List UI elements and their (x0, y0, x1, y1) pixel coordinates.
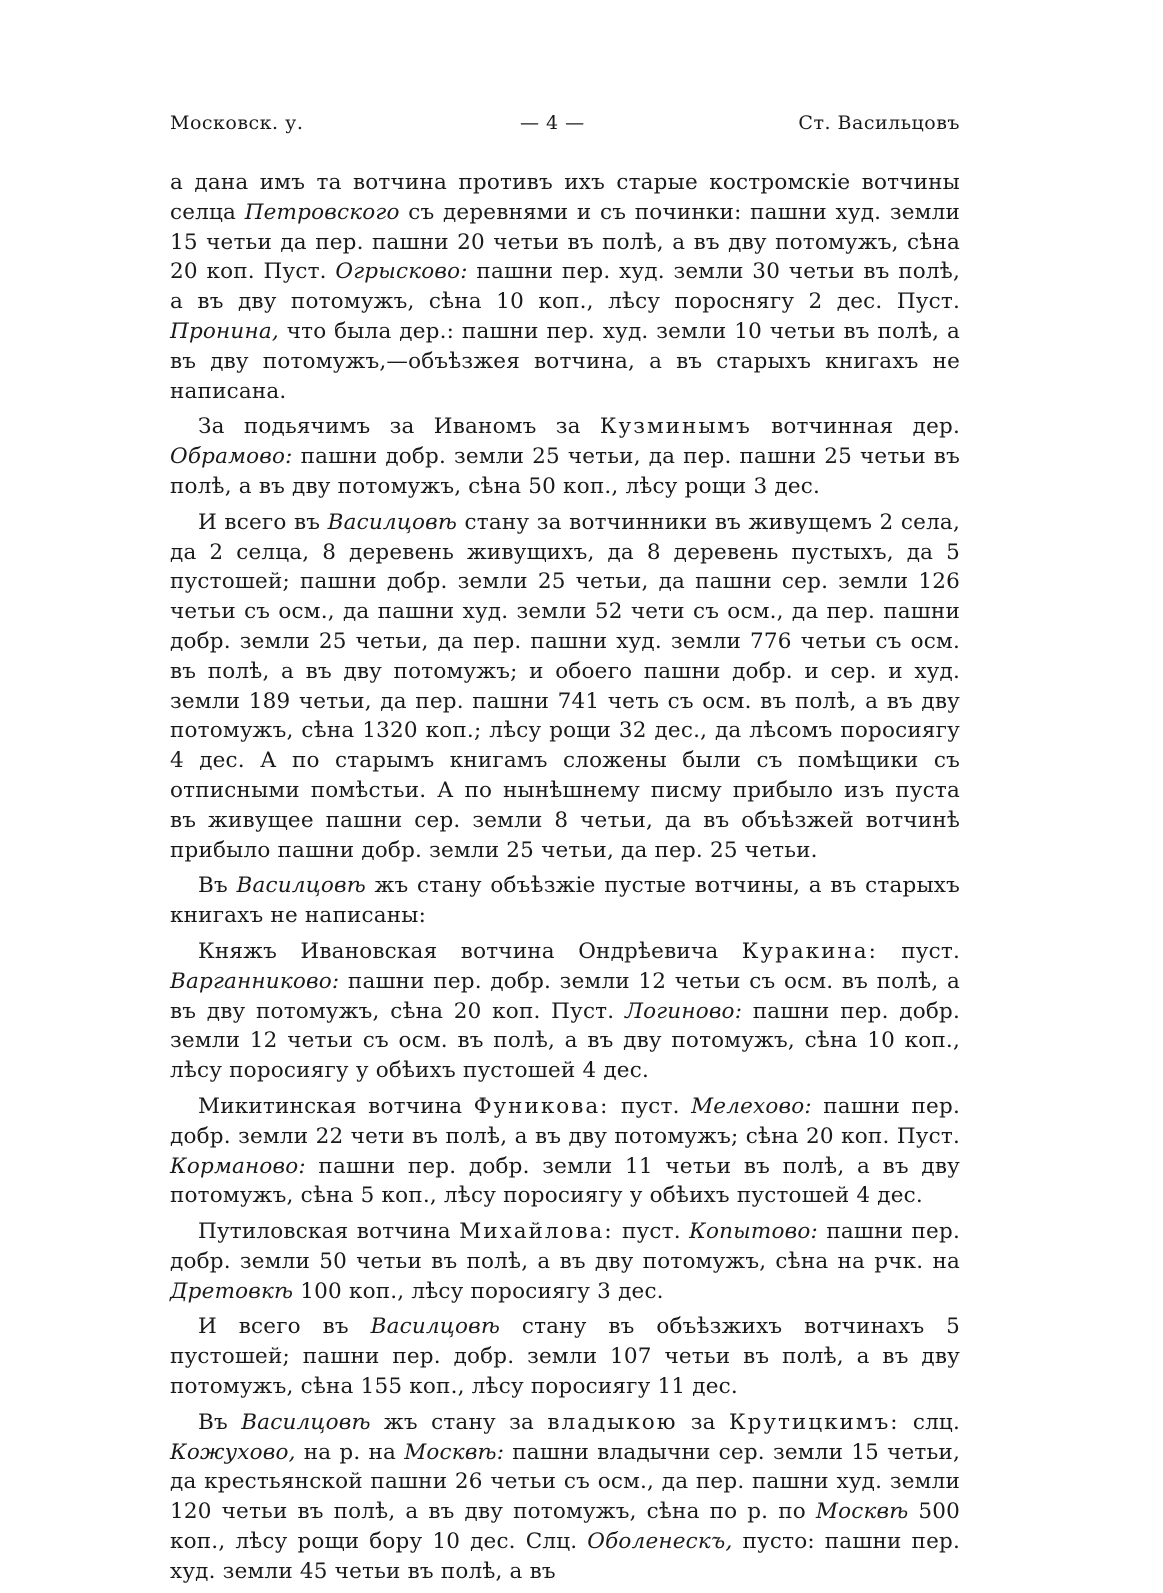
text-run: И всего въ (198, 509, 328, 535)
text-run: пашни пер. худ. земли 30 четьи въ полѣ, а въ дву потомужъ, сѣна 10 коп., лѣсу пороснягу 2 дес. Пуст. (170, 259, 960, 315)
text-run: на р. на (295, 1439, 405, 1465)
italic-place-name: Москвѣ: (404, 1439, 505, 1465)
text-run: пуст. (609, 1093, 692, 1119)
text-run: за (677, 1409, 729, 1435)
text-run: пашни добр. земли 25 четьи, да пер. пашни 25 четьи въ полѣ, а въ дву потомужъ, сѣна 50 коп., лѣсу рощи 3 дес. (170, 444, 960, 499)
text-run: съ деревнями и съ починки: пашни худ. земли 15 четьи да пер. пашни 20 четьи въ полѣ, а въ дву потомужъ, сѣна 20 коп. Пуст. (170, 199, 960, 285)
paragraph (170, 412, 960, 501)
text-run: слц. (899, 1409, 960, 1435)
italic-place-name: Логиново: (624, 998, 743, 1024)
text-run: а дана имъ та вотчина противъ ихъ старые костромскіе вотчины селца (170, 170, 960, 225)
text-run: пашни пер. добр. земли 12 четьи съ осм. въ полѣ, а въ дву потомужъ, сѣна 10 коп., лѣсу поросиягу у обѣихъ пустошей 4 дес. (170, 998, 960, 1084)
header-right: Ст. Васильцовъ (798, 112, 960, 134)
text-run: Въ (198, 873, 237, 899)
text-run: стану въ объѣзжихъ вотчинахъ 5 пустошей; пашни пер. добр. земли 107 четьи въ полѣ, а въ дву потомужъ, сѣна 155 коп., лѣсу поросиягу 11 дес. (170, 1314, 960, 1400)
italic-place-name: Василцовѣ (236, 873, 366, 899)
text-run: Микитинская вотчина (198, 1093, 474, 1119)
text-run: 100 коп., лѣсу поросиягу 3 дес. (293, 1278, 664, 1304)
italic-place-name: Москвѣ (815, 1499, 909, 1525)
text-run: жъ стану объѣзжіе пустые вотчины, а въ старыхъ книгахъ не написаны: (170, 873, 960, 929)
italic-place-name: Обрамово: (170, 444, 293, 470)
page-number: — 4 — (520, 112, 585, 134)
italic-place-name: Мелехово: (691, 1093, 812, 1119)
text-run: Княжъ Ивановская вотчина Ондрѣевича (198, 938, 742, 964)
spaced-surname: Куракина: (741, 938, 878, 964)
paragraph (170, 937, 960, 1086)
text-run: что была дер.: пашни пер. худ. земли 10 четьи въ полѣ, а въ дву потомужъ,—объѣзжея вотчина, а въ старыхъ книгахъ не написана. (170, 318, 960, 404)
italic-place-name: Кожухово, (170, 1439, 296, 1465)
text-run: пашни пер. добр. земли 22 чети въ полѣ, а въ дву потомужъ; сѣна 20 коп. Пуст. (170, 1093, 960, 1149)
paragraph (170, 168, 960, 406)
text-run: пуст. (877, 938, 960, 964)
body-text (170, 168, 960, 1593)
text-run: вотчинная дер. (751, 414, 960, 440)
text-run: пусто: пашни пер. худ. земли 45 четьи въ полѣ, а въ (170, 1529, 961, 1584)
text-run: пашни пер. добр. земли 50 четьи въ полѣ, а въ дву потомужъ, сѣна на рчк. на (170, 1219, 960, 1274)
italic-place-name: Василцовѣ (370, 1314, 501, 1340)
text-run: Въ (198, 1409, 242, 1435)
paragraph (170, 1312, 960, 1401)
italic-place-name: Пронина, (170, 318, 279, 344)
italic-place-name: Василцовѣ (327, 509, 458, 535)
italic-place-name: Копытово: (689, 1219, 818, 1245)
italic-place-name: Варганниково: (170, 968, 340, 994)
document-page (160, 0, 960, 1588)
paragraph (170, 1092, 960, 1211)
paragraph (170, 871, 960, 931)
text-run: жъ стану за (370, 1409, 548, 1435)
spaced-surname: владыкою (547, 1409, 678, 1435)
header-left: Московск. у. (170, 112, 304, 134)
italic-place-name: Оболенескъ, (587, 1529, 733, 1555)
paragraph (170, 1408, 960, 1587)
spaced-surname: Кузминымъ (599, 414, 752, 440)
text-run: И всего въ (198, 1314, 371, 1340)
italic-place-name: Петровского (244, 199, 400, 225)
italic-place-name: Огрысково: (335, 259, 468, 285)
text-run: 500 коп., лѣсу рощи бору 10 дес. Слц. (170, 1499, 961, 1555)
spaced-surname: Фуникова: (473, 1093, 610, 1119)
text-run: пуст. (613, 1219, 690, 1245)
italic-place-name: Василцовѣ (241, 1409, 371, 1435)
text-run: Путиловская вотчина (198, 1219, 460, 1245)
italic-place-name: Корманово: (170, 1153, 306, 1179)
text-run: За подьячимъ за Иваномъ за (198, 414, 600, 440)
text-run: стану за вотчинники въ живущемъ 2 села, да 2 селца, 8 деревень живущихъ, да 8 деревень пустыхъ, да 5 пустошей; пашни добр. земли 25 четьи, да пашни сер. земли 126 четьи съ осм., да пашни худ. земли 52 чети съ осм., да пер. пашни добр. земли 25 четьи, да пер. пашни худ. земли 776 четьи съ осм. въ полѣ, а въ дву потомужъ; и обоего пашни добр. и сер. и худ. земли 189 четьи, да пер. пашни 741 четь съ осм. въ полѣ, а въ дву потомужъ, сѣна 1320 коп.; лѣсу рощи 32 дес., да лѣсомъ поросиягу 4 дес. А по старымъ книгамъ сложены были съ помѣщики съ отписными помѣстьи. А по нынѣшнему писму прибыло изъ пуста въ живущее пашни сер. земли 8 четьи, да въ объѣзжей вотчинѣ прибыло пашни добр. земли 25 четьи, да пер. 25 четьи. (170, 509, 960, 863)
text-run: пашни пер. добр. земли 11 четьи въ полѣ, а въ дву потомужъ, сѣна 5 коп., лѣсу поросиягу у обѣихъ пустошей 4 дес. (170, 1153, 960, 1209)
italic-place-name: Дретовкѣ (170, 1278, 294, 1304)
text-run: пашни пер. добр. земли 12 четьи съ осм. въ полѣ, а въ дву потомужъ, сѣна 20 коп. Пуст. (170, 968, 960, 1024)
running-header (170, 112, 960, 142)
spaced-surname: Михайлова: (459, 1219, 614, 1245)
spaced-surname: Крутицкимъ: (728, 1409, 900, 1435)
paragraph (170, 1217, 960, 1306)
paragraph (170, 508, 960, 866)
text-run: пашни владычни сер. земли 15 четьи, да крестьянской пашни 26 четьи съ осм., да пер. пашни худ. земли 120 четьи въ полѣ, а въ дву потомужъ, сѣна по р. по (170, 1439, 960, 1525)
